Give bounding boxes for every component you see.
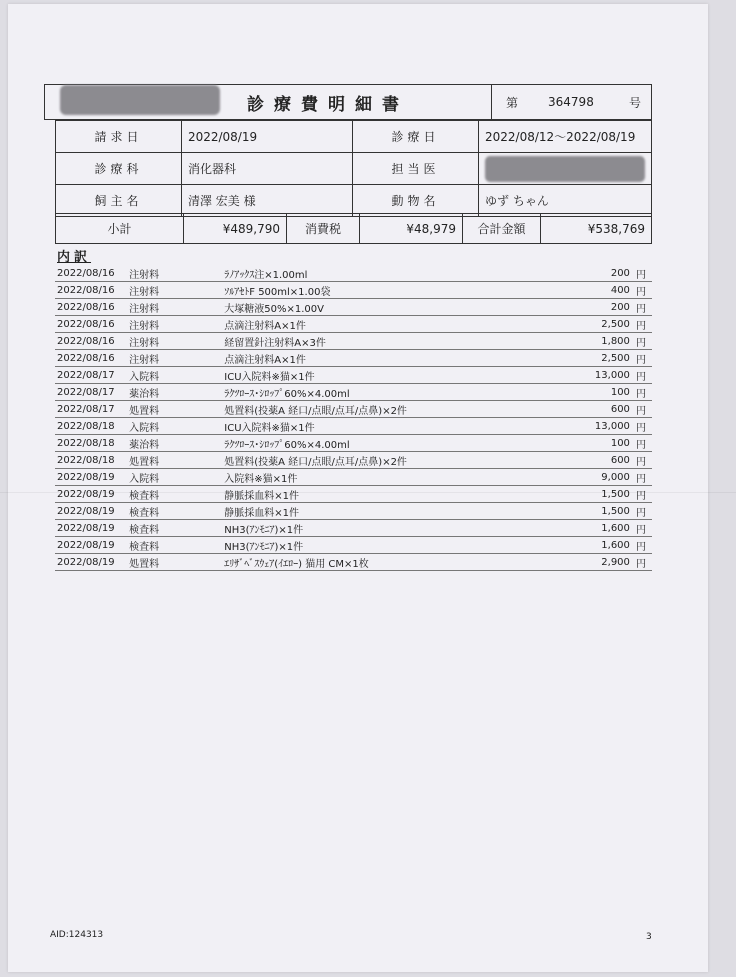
line-item: ｴﾘｻﾞﾍﾞｽｳｪｱ(ｲｴﾛｰ) 猫用 CM×1枚 <box>224 554 519 571</box>
line-category: 注射料 <box>125 282 224 299</box>
billing-date-label: 請求日 <box>56 121 182 153</box>
line-item: 経留置針注射料A×3件 <box>224 333 519 350</box>
line-category: 検査料 <box>125 520 224 537</box>
line-amount: 200 <box>520 299 630 316</box>
line-date: 2022/08/16 <box>55 350 125 367</box>
line-category: 注射料 <box>125 265 224 282</box>
line-item: 点滴注射料A×1件 <box>224 316 519 333</box>
table-row <box>55 452 652 469</box>
total-label: 合計金額 <box>463 214 541 244</box>
doc-no-suffix: 号 <box>628 95 641 110</box>
line-category: 処置料 <box>125 554 224 571</box>
breakdown-heading: 内訳 <box>57 250 92 265</box>
line-item: 入院料※猫×1件 <box>224 469 519 486</box>
line-date: 2022/08/18 <box>55 435 125 452</box>
line-amount: 400 <box>520 282 630 299</box>
document-title: 診療費明細書 <box>247 94 409 115</box>
line-amount: 1,500 <box>520 486 630 503</box>
line-date: 2022/08/19 <box>55 469 125 486</box>
line-category: 薬治料 <box>125 384 224 401</box>
line-item: 静脈採血料×1件 <box>224 486 519 503</box>
line-amount: 1,600 <box>520 520 630 537</box>
line-category: 検査料 <box>125 486 224 503</box>
line-category: 検査料 <box>125 503 224 520</box>
treatment-date-label: 診療日 <box>353 121 479 153</box>
line-item: ﾗｸﾂﾛｰｽ･ｼﾛｯﾌﾟ60%×4.00ml <box>224 435 519 452</box>
line-amount: 2,900 <box>520 554 630 571</box>
line-item: ﾗｸﾂﾛｰｽ･ｼﾛｯﾌﾟ60%×4.00ml <box>224 384 519 401</box>
line-item: 静脈採血料×1件 <box>224 503 519 520</box>
line-category: 注射料 <box>125 333 224 350</box>
doc-no-prefix: 第 <box>506 95 519 110</box>
department-label: 診療科 <box>56 153 182 185</box>
line-item: ICU入院料※猫×1件 <box>224 418 519 435</box>
line-item: ICU入院料※猫×1件 <box>224 367 519 384</box>
line-category: 注射料 <box>125 299 224 316</box>
department: 消化器科 <box>181 153 352 185</box>
line-amount: 2,500 <box>520 316 630 333</box>
table-row <box>55 299 652 316</box>
line-item: ﾗﾉｱｯｸｽ注×1.00ml <box>224 265 519 282</box>
table-row <box>55 333 652 350</box>
table-row <box>55 418 652 435</box>
line-amount: 2,500 <box>520 350 630 367</box>
table-row <box>55 486 652 503</box>
line-amount: 13,000 <box>520 367 630 384</box>
line-yen: 円 <box>630 350 652 367</box>
line-date: 2022/08/16 <box>55 316 125 333</box>
subtotal-value: ¥489,790 <box>184 214 287 244</box>
line-category: 処置料 <box>125 401 224 418</box>
line-date: 2022/08/16 <box>55 299 125 316</box>
totals-table <box>55 213 652 244</box>
line-amount: 13,000 <box>520 418 630 435</box>
line-yen: 円 <box>630 333 652 350</box>
table-row <box>55 282 652 299</box>
line-yen: 円 <box>630 367 652 384</box>
table-row <box>55 265 652 282</box>
line-item: 処置料(投薬A 経口/点眼/点耳/点鼻)×2件 <box>224 452 519 469</box>
line-date: 2022/08/17 <box>55 384 125 401</box>
line-yen: 円 <box>630 418 652 435</box>
total-value: ¥538,769 <box>541 214 652 244</box>
line-category: 薬治料 <box>125 435 224 452</box>
animal-label: 動物名 <box>353 185 479 217</box>
line-date: 2022/08/16 <box>55 282 125 299</box>
owner-label: 飼主名 <box>56 185 182 217</box>
line-yen: 円 <box>630 265 652 282</box>
table-row <box>55 350 652 367</box>
line-date: 2022/08/19 <box>55 503 125 520</box>
line-amount: 1,600 <box>520 537 630 554</box>
line-yen: 円 <box>630 452 652 469</box>
line-item: 大塚糖液50%×1.00V <box>224 299 519 316</box>
line-amount: 9,000 <box>520 469 630 486</box>
tax-value: ¥48,979 <box>360 214 463 244</box>
table-row <box>55 503 652 520</box>
breakdown-table <box>55 265 652 571</box>
footer-aid: AID:124313 <box>50 930 104 940</box>
info-table <box>55 120 652 217</box>
line-yen: 円 <box>630 435 652 452</box>
table-row <box>55 384 652 401</box>
animal-name: ゆず ちゃん <box>479 185 652 217</box>
line-yen: 円 <box>630 520 652 537</box>
line-yen: 円 <box>630 401 652 418</box>
line-amount: 600 <box>520 401 630 418</box>
table-row <box>55 435 652 452</box>
line-item: 点滴注射料A×1件 <box>224 350 519 367</box>
totals-row <box>56 214 652 244</box>
line-date: 2022/08/16 <box>55 333 125 350</box>
line-yen: 円 <box>630 554 652 571</box>
table-row <box>55 537 652 554</box>
line-amount: 100 <box>520 435 630 452</box>
table-row <box>55 401 652 418</box>
table-row <box>55 554 652 571</box>
line-item: NH3(ｱﾝﾓﾆｱ)×1件 <box>224 520 519 537</box>
line-category: 入院料 <box>125 367 224 384</box>
owner-name: 清澤 宏美 様 <box>181 185 352 217</box>
subtotal-label: 小計 <box>56 214 184 244</box>
line-item: NH3(ｱﾝﾓﾆｱ)×1件 <box>224 537 519 554</box>
line-category: 注射料 <box>125 316 224 333</box>
line-amount: 100 <box>520 384 630 401</box>
line-yen: 円 <box>630 469 652 486</box>
redacted-clinic-name <box>60 85 220 115</box>
doctor-cell <box>479 153 652 185</box>
line-date: 2022/08/18 <box>55 452 125 469</box>
line-amount: 1,500 <box>520 503 630 520</box>
line-date: 2022/08/18 <box>55 418 125 435</box>
line-category: 入院料 <box>125 418 224 435</box>
redacted-doctor-name <box>485 156 645 182</box>
line-yen: 円 <box>630 486 652 503</box>
info-row <box>56 153 652 185</box>
line-yen: 円 <box>630 282 652 299</box>
document-number-box <box>491 85 651 119</box>
line-item: 処置料(投薬A 経口/点眼/点耳/点鼻)×2件 <box>224 401 519 418</box>
line-date: 2022/08/19 <box>55 554 125 571</box>
table-row <box>55 316 652 333</box>
doc-no-value: 364798 <box>548 95 594 109</box>
line-yen: 円 <box>630 384 652 401</box>
line-category: 注射料 <box>125 350 224 367</box>
line-date: 2022/08/19 <box>55 537 125 554</box>
line-amount: 1,800 <box>520 333 630 350</box>
line-yen: 円 <box>630 299 652 316</box>
treatment-date: 2022/08/12～2022/08/19 <box>479 121 652 153</box>
line-category: 処置料 <box>125 452 224 469</box>
line-yen: 円 <box>630 316 652 333</box>
line-item: ｿﾙｱｾﾄF 500ml×1.00袋 <box>224 282 519 299</box>
billing-date: 2022/08/19 <box>181 121 352 153</box>
line-amount: 600 <box>520 452 630 469</box>
line-category: 検査料 <box>125 537 224 554</box>
line-date: 2022/08/17 <box>55 367 125 384</box>
line-category: 入院料 <box>125 469 224 486</box>
line-date: 2022/08/17 <box>55 401 125 418</box>
table-row <box>55 367 652 384</box>
line-date: 2022/08/19 <box>55 486 125 503</box>
line-date: 2022/08/19 <box>55 520 125 537</box>
table-row <box>55 469 652 486</box>
line-amount: 200 <box>520 265 630 282</box>
page-number: 3 <box>646 932 652 942</box>
line-yen: 円 <box>630 503 652 520</box>
tax-label: 消費税 <box>287 214 360 244</box>
info-row <box>56 121 652 153</box>
table-row <box>55 520 652 537</box>
doctor-label: 担当医 <box>353 153 479 185</box>
line-yen: 円 <box>630 537 652 554</box>
info-row <box>56 185 652 217</box>
line-date: 2022/08/16 <box>55 265 125 282</box>
